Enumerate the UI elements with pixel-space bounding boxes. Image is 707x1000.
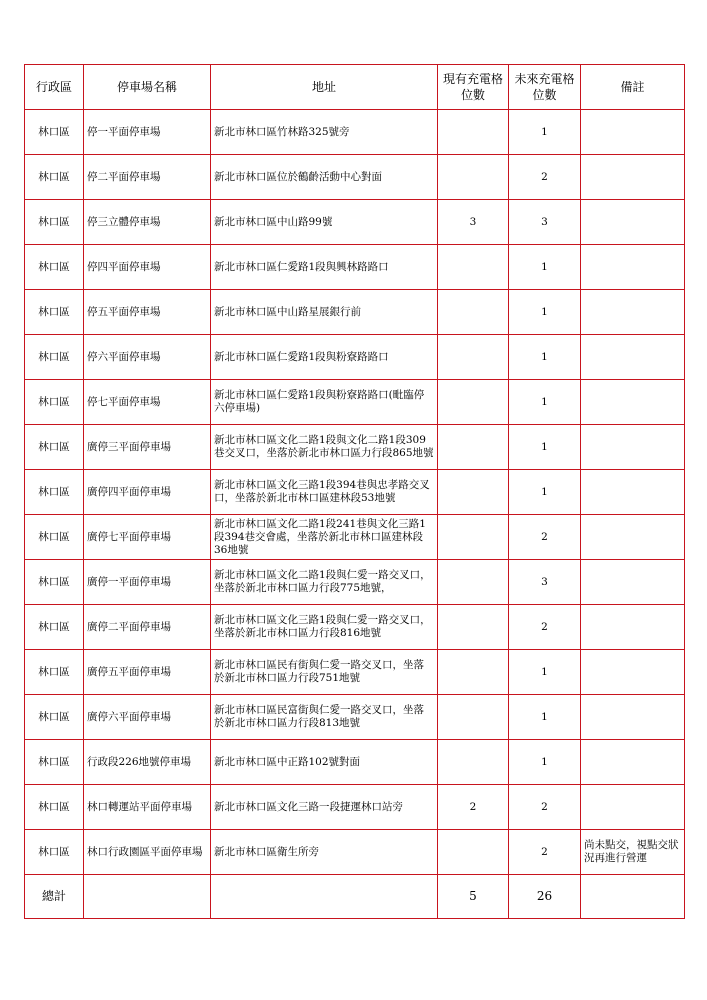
cell-district: 林口區 bbox=[25, 245, 84, 290]
cell-parking-name: 停五平面停車場 bbox=[84, 290, 211, 335]
total-empty-name bbox=[84, 875, 211, 919]
cell-note bbox=[581, 335, 685, 380]
cell-district: 林口區 bbox=[25, 650, 84, 695]
cell-future-spaces: 3 bbox=[509, 560, 581, 605]
cell-parking-name: 廣停三平面停車場 bbox=[84, 425, 211, 470]
cell-note bbox=[581, 470, 685, 515]
cell-address: 新北市林口區民富街與仁愛一路交叉口，坐落於新北市林口區力行段813地號 bbox=[211, 695, 438, 740]
cell-future-spaces: 1 bbox=[509, 380, 581, 425]
cell-future-spaces: 2 bbox=[509, 155, 581, 200]
cell-parking-name: 停一平面停車場 bbox=[84, 110, 211, 155]
table-row bbox=[25, 425, 685, 470]
cell-district: 林口區 bbox=[25, 695, 84, 740]
cell-address: 新北市林口區民有街與仁愛一路交叉口，坐落於新北市林口區力行段751地號 bbox=[211, 650, 438, 695]
cell-district: 林口區 bbox=[25, 515, 84, 560]
cell-current-spaces bbox=[438, 380, 509, 425]
table-row bbox=[25, 515, 685, 560]
cell-parking-name: 停四平面停車場 bbox=[84, 245, 211, 290]
cell-address: 新北市林口區文化二路1段與文化二路1段309巷交叉口，坐落於新北市林口區力行段865地號 bbox=[211, 425, 438, 470]
cell-current-spaces bbox=[438, 515, 509, 560]
cell-future-spaces: 1 bbox=[509, 425, 581, 470]
cell-current-spaces: 2 bbox=[438, 785, 509, 830]
cell-parking-name: 林口行政園區平面停車場 bbox=[84, 830, 211, 875]
cell-note bbox=[581, 380, 685, 425]
table-row bbox=[25, 650, 685, 695]
cell-note bbox=[581, 740, 685, 785]
cell-address: 新北市林口區中正路102號對面 bbox=[211, 740, 438, 785]
cell-future-spaces: 1 bbox=[509, 110, 581, 155]
cell-parking-name: 廣停二平面停車場 bbox=[84, 605, 211, 650]
cell-note bbox=[581, 560, 685, 605]
table-row bbox=[25, 155, 685, 200]
cell-future-spaces: 1 bbox=[509, 335, 581, 380]
cell-note bbox=[581, 695, 685, 740]
cell-current-spaces bbox=[438, 335, 509, 380]
total-future: 26 bbox=[509, 875, 581, 919]
cell-note bbox=[581, 200, 685, 245]
cell-district: 林口區 bbox=[25, 605, 84, 650]
cell-future-spaces: 1 bbox=[509, 650, 581, 695]
header-address: 地址 bbox=[211, 65, 438, 110]
total-current: 5 bbox=[438, 875, 509, 919]
cell-address: 新北市林口區文化二路1段241巷與文化三路1段394巷交會處，坐落於新北市林口區建林段36地號 bbox=[211, 515, 438, 560]
cell-current-spaces bbox=[438, 830, 509, 875]
cell-address: 新北市林口區文化三路1段與仁愛一路交叉口，坐落於新北市林口區力行段816地號 bbox=[211, 605, 438, 650]
table-row bbox=[25, 740, 685, 785]
cell-current-spaces: 3 bbox=[438, 200, 509, 245]
cell-parking-name: 廣停一平面停車場 bbox=[84, 560, 211, 605]
cell-note bbox=[581, 650, 685, 695]
cell-current-spaces bbox=[438, 245, 509, 290]
cell-future-spaces: 2 bbox=[509, 605, 581, 650]
table-row bbox=[25, 605, 685, 650]
cell-address: 新北市林口區位於鶴齡活動中心對面 bbox=[211, 155, 438, 200]
cell-current-spaces bbox=[438, 470, 509, 515]
table-row bbox=[25, 290, 685, 335]
cell-future-spaces: 1 bbox=[509, 245, 581, 290]
cell-district: 林口區 bbox=[25, 200, 84, 245]
total-label: 總計 bbox=[25, 875, 84, 919]
cell-parking-name: 廣停六平面停車場 bbox=[84, 695, 211, 740]
cell-future-spaces: 1 bbox=[509, 695, 581, 740]
cell-parking-name: 停七平面停車場 bbox=[84, 380, 211, 425]
cell-note bbox=[581, 785, 685, 830]
cell-current-spaces bbox=[438, 290, 509, 335]
header-note: 備註 bbox=[581, 65, 685, 110]
cell-district: 林口區 bbox=[25, 380, 84, 425]
table-row bbox=[25, 830, 685, 875]
cell-note bbox=[581, 155, 685, 200]
cell-address: 新北市林口區文化二路1段與仁愛一路交叉口，坐落於新北市林口區力行段775地號， bbox=[211, 560, 438, 605]
cell-address: 新北市林口區竹林路325號旁 bbox=[211, 110, 438, 155]
cell-future-spaces: 2 bbox=[509, 785, 581, 830]
cell-address: 新北市林口區仁愛路1段與粉寮路路口 bbox=[211, 335, 438, 380]
cell-parking-name: 廣停四平面停車場 bbox=[84, 470, 211, 515]
cell-current-spaces bbox=[438, 695, 509, 740]
cell-current-spaces bbox=[438, 740, 509, 785]
cell-district: 林口區 bbox=[25, 830, 84, 875]
cell-parking-name: 廣停七平面停車場 bbox=[84, 515, 211, 560]
cell-note bbox=[581, 425, 685, 470]
cell-note bbox=[581, 515, 685, 560]
cell-parking-name: 廣停五平面停車場 bbox=[84, 650, 211, 695]
cell-parking-name: 林口轉運站平面停車場 bbox=[84, 785, 211, 830]
cell-current-spaces bbox=[438, 605, 509, 650]
table-row bbox=[25, 470, 685, 515]
cell-current-spaces bbox=[438, 650, 509, 695]
cell-current-spaces bbox=[438, 155, 509, 200]
header-current-spaces: 現有充電格位數 bbox=[438, 65, 509, 110]
table-row bbox=[25, 560, 685, 605]
cell-note bbox=[581, 290, 685, 335]
table-row bbox=[25, 785, 685, 830]
cell-district: 林口區 bbox=[25, 470, 84, 515]
table-row bbox=[25, 695, 685, 740]
cell-future-spaces: 1 bbox=[509, 740, 581, 785]
header-parking-name: 停車場名稱 bbox=[84, 65, 211, 110]
cell-note bbox=[581, 110, 685, 155]
table-row bbox=[25, 200, 685, 245]
header-future-spaces: 未來充電格位數 bbox=[509, 65, 581, 110]
cell-note: 尚未點交，視點交狀況再進行營運 bbox=[581, 830, 685, 875]
cell-address: 新北市林口區文化三路一段捷運林口站旁 bbox=[211, 785, 438, 830]
cell-address: 新北市林口區衛生所旁 bbox=[211, 830, 438, 875]
cell-address: 新北市林口區文化三路1段394巷與忠孝路交叉口，坐落於新北市林口區建林段53地號 bbox=[211, 470, 438, 515]
cell-current-spaces bbox=[438, 425, 509, 470]
total-empty-note bbox=[581, 875, 685, 919]
table-row bbox=[25, 380, 685, 425]
cell-current-spaces bbox=[438, 560, 509, 605]
cell-note bbox=[581, 605, 685, 650]
cell-future-spaces: 3 bbox=[509, 200, 581, 245]
cell-address: 新北市林口區中山路星展銀行前 bbox=[211, 290, 438, 335]
cell-district: 林口區 bbox=[25, 740, 84, 785]
cell-parking-name: 停六平面停車場 bbox=[84, 335, 211, 380]
cell-district: 林口區 bbox=[25, 335, 84, 380]
cell-district: 林口區 bbox=[25, 560, 84, 605]
cell-parking-name: 停二平面停車場 bbox=[84, 155, 211, 200]
cell-address: 新北市林口區仁愛路1段與興林路路口 bbox=[211, 245, 438, 290]
cell-future-spaces: 1 bbox=[509, 470, 581, 515]
table-body bbox=[25, 110, 685, 875]
cell-current-spaces bbox=[438, 110, 509, 155]
cell-address: 新北市林口區中山路99號 bbox=[211, 200, 438, 245]
cell-parking-name: 行政段226地號停車場 bbox=[84, 740, 211, 785]
total-row bbox=[25, 875, 685, 919]
table-row bbox=[25, 335, 685, 380]
table-row bbox=[25, 110, 685, 155]
cell-district: 林口區 bbox=[25, 110, 84, 155]
table-row bbox=[25, 245, 685, 290]
cell-district: 林口區 bbox=[25, 425, 84, 470]
cell-district: 林口區 bbox=[25, 155, 84, 200]
cell-future-spaces: 2 bbox=[509, 515, 581, 560]
cell-parking-name: 停三立體停車場 bbox=[84, 200, 211, 245]
cell-note bbox=[581, 245, 685, 290]
table-header-row bbox=[25, 65, 685, 110]
cell-address: 新北市林口區仁愛路1段與粉寮路路口(毗臨停六停車場) bbox=[211, 380, 438, 425]
header-district: 行政區 bbox=[25, 65, 84, 110]
cell-district: 林口區 bbox=[25, 290, 84, 335]
cell-future-spaces: 1 bbox=[509, 290, 581, 335]
cell-future-spaces: 2 bbox=[509, 830, 581, 875]
total-empty-address bbox=[211, 875, 438, 919]
cell-district: 林口區 bbox=[25, 785, 84, 830]
parking-charging-table bbox=[24, 64, 685, 919]
